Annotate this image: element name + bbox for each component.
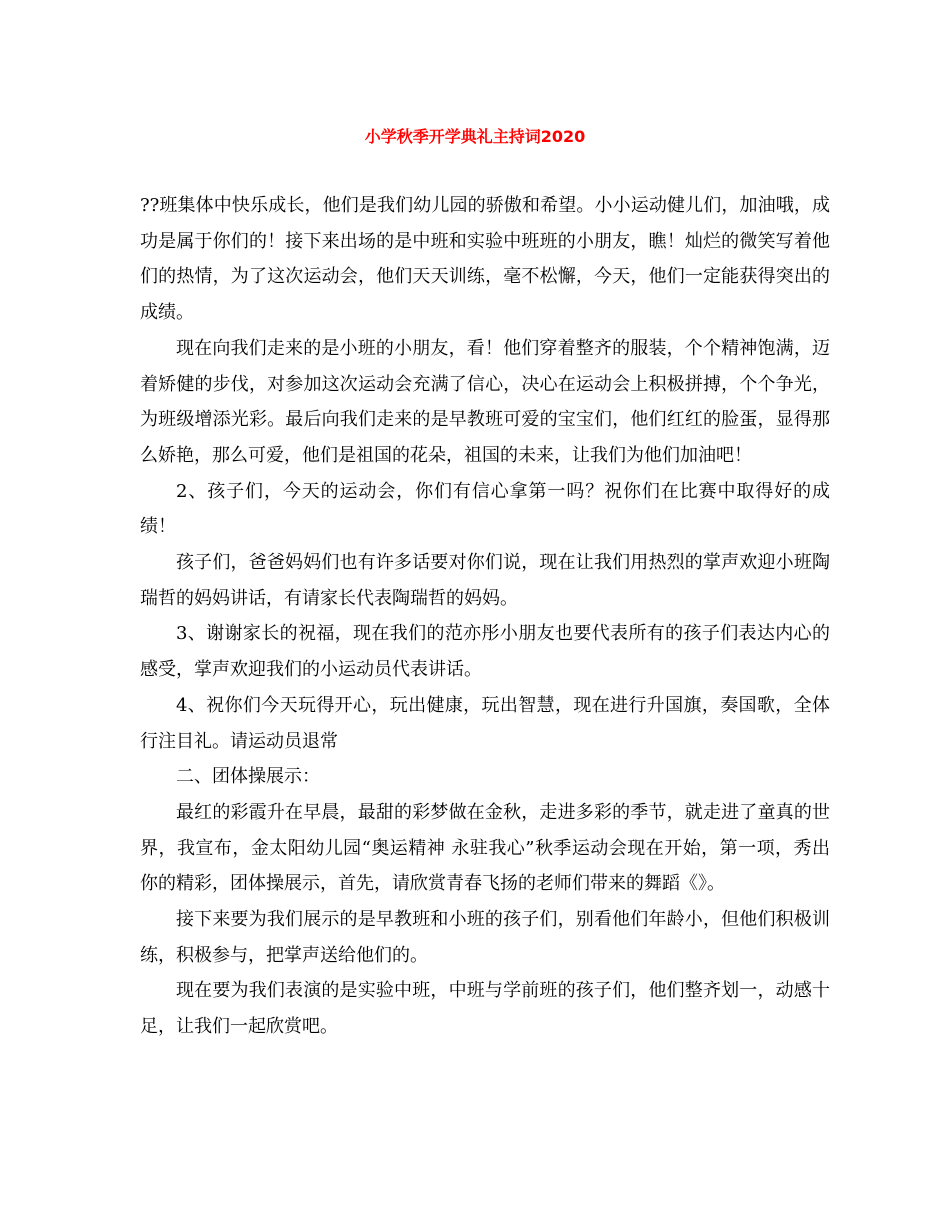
paragraph: 孩子们，爸爸妈妈们也有许多话要对你们说，现在让我们用热烈的掌声欢迎小班陶瑞哲的妈妈讲话，有请家长代表陶瑞哲的妈妈。 bbox=[140, 552, 830, 609]
section-heading: 二、团体操展示： bbox=[176, 766, 320, 788]
paragraph: 现在向我们走来的是小班的小朋友，看！他们穿着整齐的服装，个个精神饱满，迈着矫健的步伐，对参加这次运动会充满了信心，决心在运动会上积极拼搏，个个争光，为班级增添光彩。最后向我们走来的是早教班可爱的宝宝们，他们红红的脸蛋，显得那么娇艳，那么可爱，他们是祖国的花朵，祖国的未来，让我们为他们加油吧！ bbox=[140, 337, 830, 466]
document-title: 小学秋季开学典礼主持词2020 bbox=[364, 127, 586, 146]
paragraph: 接下来要为我们展示的是早教班和小班的孩子们，别看他们年龄小，但他们积极训练，积极参与，把掌声送给他们的。 bbox=[140, 909, 830, 966]
paragraph: 3、谢谢家长的祝福，现在我们的范亦彤小朋友也要代表所有的孩子们表达内心的感受，掌声欢迎我们的小运动员代表讲话。 bbox=[140, 623, 830, 681]
paragraph: 现在要为我们表演的是实验中班，中班与学前班的孩子们，他们整齐划一，动感十足，让我们一起欣赏吧。 bbox=[140, 980, 830, 1038]
document-body bbox=[140, 188, 830, 1045]
paragraph: 最红的彩霞升在早晨，最甜的彩梦做在金秋，走进多彩的季节，就走进了童真的世界，我宣布，金太阳幼儿园“奥运精神 永驻我心”秋季运动会现在开始，第一项，秀出你的精彩，团体操展示，首先，请欣赏青春飞扬的老师们带来的舞蹈《》。 bbox=[140, 801, 830, 895]
paragraph: 2、孩子们，今天的运动会，你们有信心拿第一吗？祝你们在比赛中取得好的成绩！ bbox=[140, 480, 830, 538]
paragraph: ??班集体中快乐成长，他们是我们幼儿园的骄傲和希望。小小运动健儿们，加油哦，成功是属于你们的！接下来出场的是中班和实验中班班的小朋友，瞧！灿烂的微笑写着他们的热情，为了这次运动会，他们天天训练，毫不松懈，今天，他们一定能获得突出的成绩。 bbox=[140, 195, 830, 324]
paragraph: 4、祝你们今天玩得开心，玩出健康，玩出智慧，现在进行升国旗，奏国歌，全体行注目礼。请运动员退常 bbox=[140, 694, 830, 752]
